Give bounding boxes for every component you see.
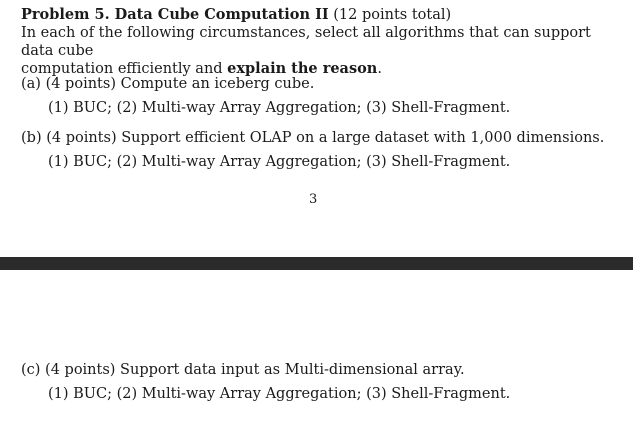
page-break-divider xyxy=(0,257,633,270)
problem-intro-line-1: In each of the following circumstances, select all algorithms that can support data cube xyxy=(21,25,591,59)
part-b-question: (b) (4 points) Support efficient OLAP on a large dataset with 1,000 dimensions. xyxy=(21,130,605,146)
part-b-options: (1) BUC; (2) Multi-way Array Aggregation; (3) Shell-Fragment. xyxy=(48,154,511,170)
page-number: 3 xyxy=(309,192,318,207)
part-a-options: (1) BUC; (2) Multi-way Array Aggregation; (3) Shell-Fragment. xyxy=(48,100,511,116)
problem-title xyxy=(21,6,621,24)
page-4 xyxy=(0,270,633,433)
problem-title-points: (12 points total) xyxy=(328,7,452,23)
part-c-options: (1) BUC; (2) Multi-way Array Aggregation; (3) Shell-Fragment. xyxy=(48,386,511,402)
part-a-question: (a) (4 points) Compute an iceberg cube. xyxy=(21,76,315,92)
problem-intro-emphasis: explain the reason xyxy=(227,60,378,77)
problem-intro-end: . xyxy=(377,61,382,77)
problem-intro-text: computation efficiently and xyxy=(21,61,228,77)
problem-title-bold: Problem 5. Data Cube Computation II xyxy=(21,6,329,23)
problem-header xyxy=(21,6,621,78)
part-c-question: (c) (4 points) Support data input as Multi-dimensional array. xyxy=(21,362,465,378)
